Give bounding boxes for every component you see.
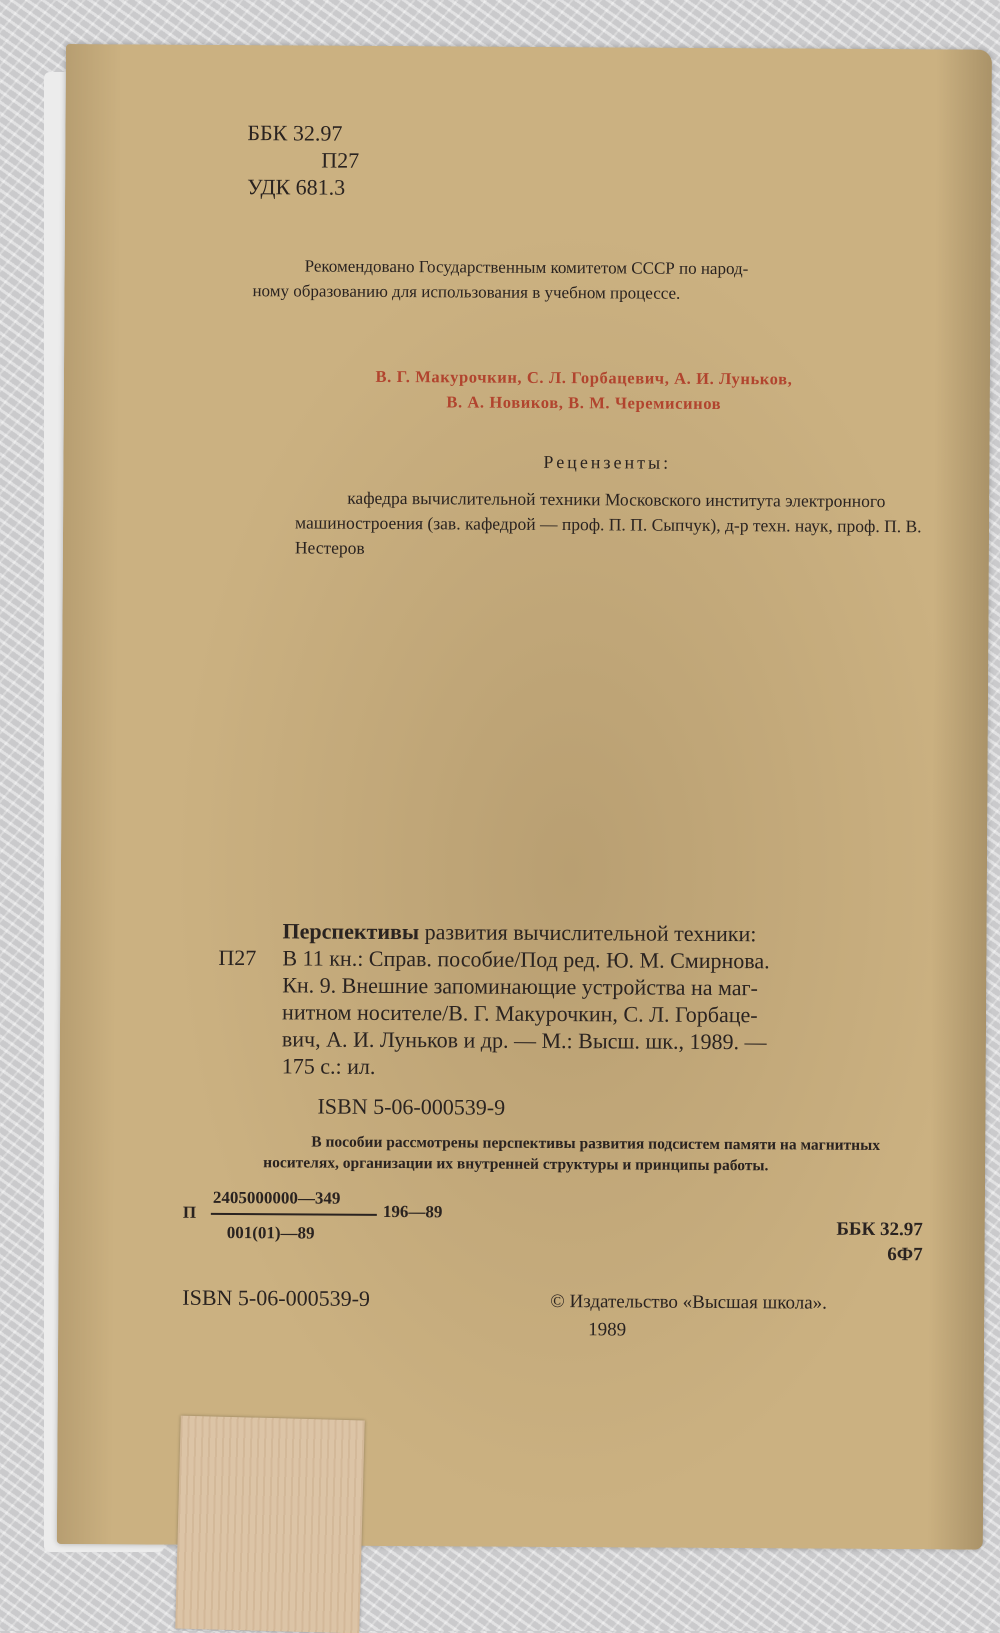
recommendation-line-1: Рекомендовано Государственным комитетом СССР по народ- xyxy=(304,256,749,279)
entry-line-3: Кн. 9. Внешние запоминающие устройства на маг- xyxy=(282,972,758,1001)
wooden-bookmark xyxy=(175,1416,365,1633)
entry-line-2: В 11 кн.: Справ. пособие/Под ред. Ю. М. Смирнова. xyxy=(282,945,770,974)
udk-line: УДК 681.3 xyxy=(247,174,346,200)
entry-line-1-rest: развития вычислительной техники: xyxy=(419,919,757,947)
authors-line-1: В. Г. Макурочкин, С. Л. Горбацевич, А. И. Луньков, xyxy=(375,366,793,389)
classification-block xyxy=(247,119,359,201)
index-code-numerator: 2405000000—349 xyxy=(212,1187,341,1208)
entry-isbn: ISBN 5-06-000539-9 xyxy=(317,1093,506,1120)
authors-list xyxy=(304,363,864,416)
recommendation-note xyxy=(252,253,944,307)
entry-line-6: 175 с.: ил. xyxy=(281,1053,376,1079)
index-code-denominator: 001(01)—89 xyxy=(226,1223,315,1243)
catalog-code-line: П27 xyxy=(321,147,360,173)
entry-code: П27 xyxy=(218,944,257,971)
authors-line-2: В. А. Новиков, В. М. Черемисинов xyxy=(446,392,722,414)
bbk-bottom xyxy=(811,1217,923,1268)
bbk-line: ББК 32.97 xyxy=(247,120,343,146)
reviewers-heading: Рецензенты: xyxy=(543,451,672,473)
footer-isbn: ISBN 5-06-000539-9 xyxy=(182,1284,371,1311)
reviewers-text: кафедра вычислительной техники Московского института электронного машиностроения (зав. кафедрой — проф. П. П. Сыпчук), д-р техн. наук, проф. П. В. Нестеров xyxy=(294,487,922,558)
catalog-entry xyxy=(218,917,939,1083)
entry-line-4: нитном носителе/В. Г. Макурочкин, С. Л. Горбаце- xyxy=(282,999,758,1028)
publication-year: 1989 xyxy=(588,1319,627,1341)
recommendation-line-2: ному образованию для использования в учебном процессе. xyxy=(252,281,681,303)
index-code-letter: П xyxy=(182,1202,197,1222)
book-page xyxy=(57,44,992,1550)
index-code-suffix: 196—89 xyxy=(382,1201,443,1222)
entry-line-1 xyxy=(283,917,939,948)
copyright-notice: © Издательство «Высшая школа». xyxy=(550,1290,828,1314)
entry-line-5: вич, А. И. Луньков и др. — М.: Высш. шк., 1989. — xyxy=(281,1026,767,1055)
bbk-bottom-line-1: ББК 32.97 xyxy=(836,1218,923,1241)
entry-bold-title: Перспективы xyxy=(282,918,420,945)
abstract-text: В пособии рассмотрены перспективы развития подсистем памяти на магнитных носителях, организации их внутренней структуры и принципы работы. xyxy=(263,1133,881,1175)
bbk-bottom-line-2: 6Ф7 xyxy=(887,1244,923,1266)
fraction-divider xyxy=(211,1213,377,1216)
